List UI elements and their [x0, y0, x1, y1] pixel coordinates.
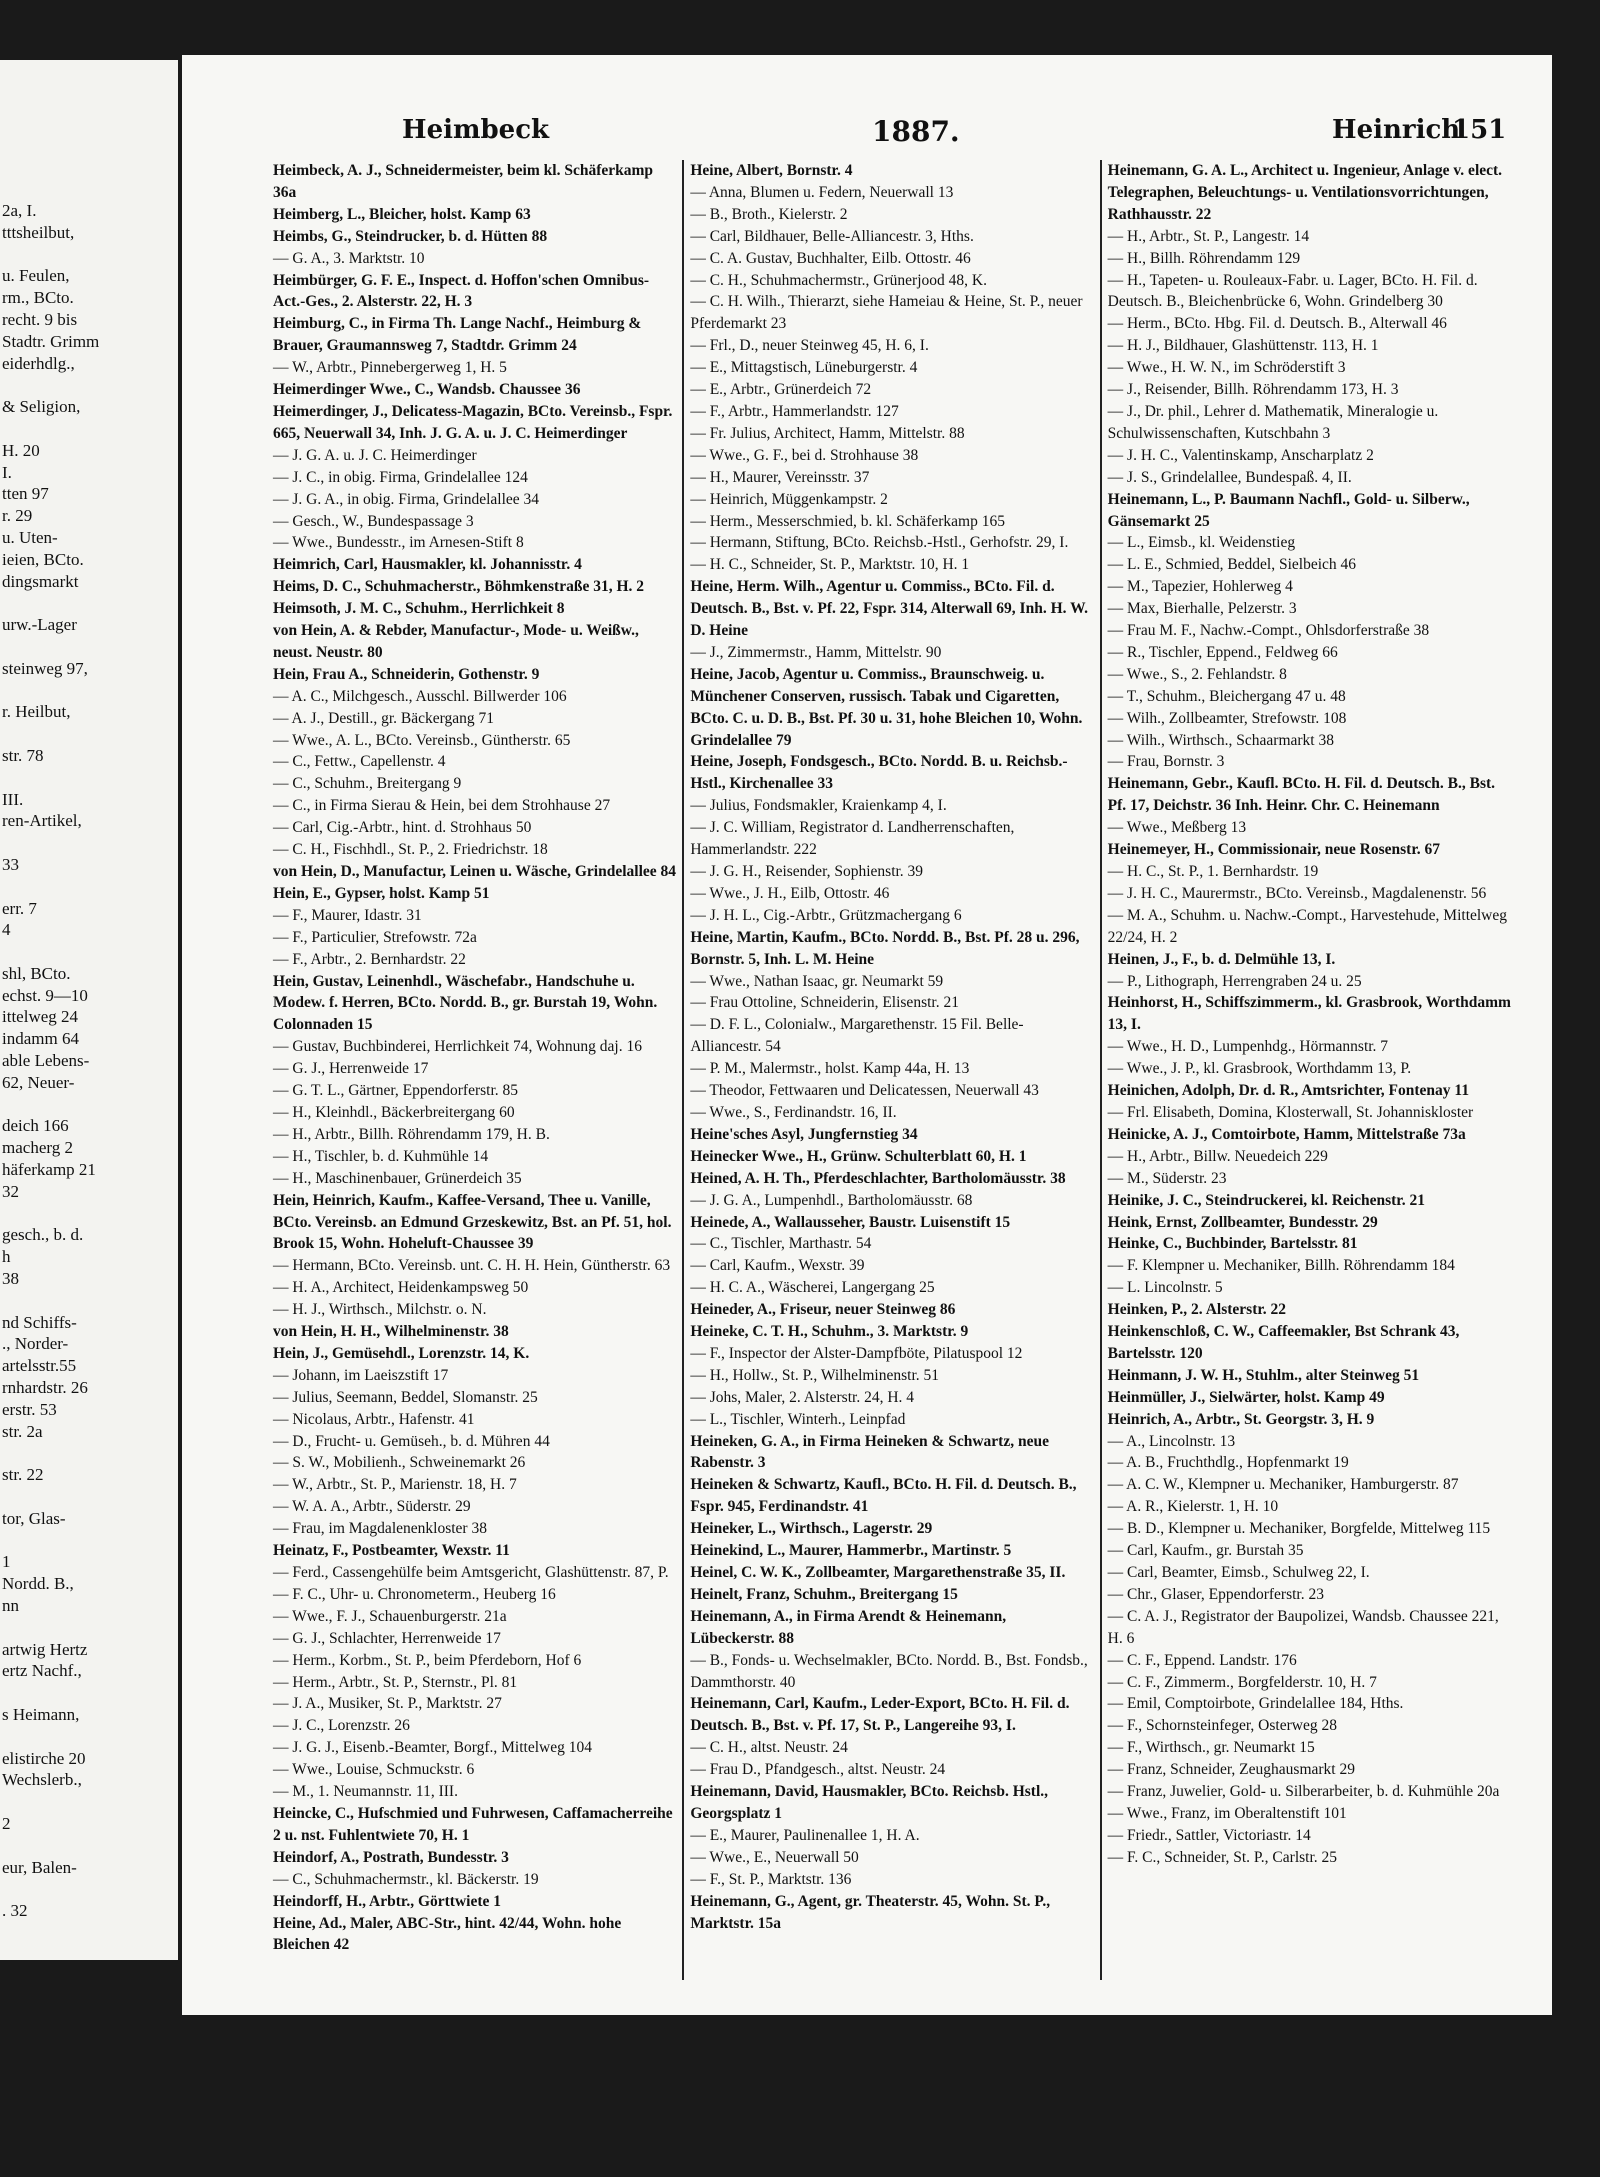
directory-entry: — Wilh., Wirthsch., Schaarmarkt 38: [1107, 731, 1334, 749]
directory-entry: Heimerdinger, J., Delicatess-Magazin, BCto. Vereinsb., Fspr. 665, Neuerwall 34, Inh. J. G. A. u. J. C. Heimerdinger: [273, 402, 673, 442]
left-fragment-line: [2, 1530, 178, 1552]
directory-entry: — Franz, Juwelier, Gold- u. Silberarbeiter, b. d. Kuhmühle 20a: [1107, 1783, 1500, 1801]
directory-entry: — H., Kleinhdl., Bäckerbreitergang 60: [273, 1103, 515, 1121]
left-fragment-line: 38: [2, 1269, 19, 1289]
header-last-name: Heinrich: [1332, 115, 1461, 145]
left-fragment-line: urw.-Lager: [2, 615, 77, 635]
left-fragment-line: echst. 9—10: [2, 985, 88, 1005]
directory-entry: — H., Arbtr., Billh. Röhrendamm 179, H. B.: [273, 1125, 550, 1143]
directory-entry: Heimbs, G., Steindrucker, b. d. Hütten 88: [273, 227, 548, 245]
directory-entry: — J. A., Musiker, St. P., Marktstr. 27: [273, 1695, 502, 1713]
left-fragment-line: 32: [2, 1181, 19, 1201]
directory-entry: Heinemann, David, Hausmakler, BCto. Reichsb. Hstl., Georgsplatz 1: [690, 1783, 1049, 1822]
directory-entry: — A. J., Destill., gr. Bäckergang 71: [273, 709, 494, 727]
directory-entry: — Frl., D., neuer Steinweg 45, H. 6, I.: [690, 337, 929, 355]
directory-entry: Heinke, C., Buchbinder, Bartelsstr. 81: [1107, 1235, 1358, 1253]
left-fragment-line: 1: [2, 1552, 11, 1572]
directory-entry: — Frau M. F., Nachw.-Compt., Ohlsdorferstraße 38: [1107, 622, 1430, 640]
directory-entry: Heineken & Schwartz, Kaufl., BCto. H. Fil. d. Deutsch. B., Fspr. 945, Ferdinandstr. 41: [690, 1476, 1077, 1516]
directory-entry: — F., Schornsteinfeger, Osterweg 28: [1107, 1717, 1337, 1735]
directory-entry: — Wwe., Nathan Isaac, gr. Neumarkt 59: [690, 972, 944, 990]
directory-entry: Hein, Frau A., Schneiderin, Gothenstr. 9: [273, 665, 540, 683]
directory-entry: Heinecker Wwe., H., Grünw. Schulterblatt 60, H. 1: [690, 1147, 1027, 1165]
directory-entry: — H., Arbtr., Billw. Neuedeich 229: [1107, 1147, 1328, 1165]
directory-entry: — Gustav, Buchbinderei, Herrlichkeit 74, Wohnung daj. 16: [273, 1038, 642, 1056]
directory-entry: — S. W., Mobilienh., Schweinemarkt 26: [273, 1454, 526, 1472]
left-fragment-line: deich 166: [2, 1116, 69, 1136]
directory-entry: — C. A. J., Registrator der Baupolizei, Wandsb. Chaussee 221, H. 6: [1107, 1607, 1499, 1647]
directory-entry: — M., Süderstr. 23: [1107, 1169, 1227, 1187]
left-fragment-line: [2, 1442, 178, 1464]
directory-entry: — M., Tapezier, Hohlerweg 4: [1107, 578, 1293, 596]
directory-entry: — J., Dr. phil., Lehrer d. Mathematik, Mineralogie u. Schulwissenschaften, Kutschbahn 3: [1107, 402, 1439, 442]
directory-entry: — Heinrich, Müggenkampstr. 2: [690, 490, 888, 508]
left-fragment-line: [2, 723, 178, 745]
directory-entry: Heinel, C. W. K., Zollbeamter, Margarethenstraße 35, II.: [690, 1564, 1066, 1581]
left-fragment-line: [2, 1094, 178, 1116]
directory-entry: — Gesch., W., Bundespassage 3: [273, 512, 474, 530]
directory-entry: — E., Arbtr., Grünerdeich 72: [690, 381, 872, 399]
directory-entry: Heimberg, L., Bleicher, holst. Kamp 63: [273, 205, 531, 223]
directory-entry: — F., St. P., Marktstr. 136: [690, 1870, 852, 1888]
directory-entry: — C. F., Zimmerm., Borgfelderstr. 10, H. 7: [1107, 1673, 1377, 1691]
directory-entry: — C. F., Eppend. Landstr. 176: [1107, 1651, 1297, 1669]
directory-entry: — F., Maurer, Idastr. 31: [273, 906, 422, 924]
directory-entry: — F. C., Schneider, St. P., Carlstr. 25: [1107, 1848, 1338, 1866]
directory-entry: — H., Arbtr., St. P., Langestr. 14: [1107, 227, 1310, 245]
left-fragment-line: shl, BCto.: [2, 963, 71, 983]
directory-entry: — L., Eimsb., kl. Weidenstieg: [1107, 534, 1296, 552]
left-fragment-line: u. Uten-: [2, 527, 58, 547]
directory-entry: — F., Wirthsch., gr. Neumarkt 15: [1107, 1739, 1315, 1757]
left-fragment-line: [2, 1617, 178, 1639]
directory-entry: — Julius, Fondsmakler, Kraienkamp 4, I.: [690, 797, 947, 815]
left-fragment-line: [2, 876, 178, 898]
left-fragment-line: [2, 244, 178, 266]
left-fragment-line: 2: [2, 1813, 11, 1833]
left-fragment-line: err. 7: [2, 898, 37, 918]
directory-entry: — Carl, Beamter, Eimsb., Schulweg 22, I.: [1107, 1564, 1370, 1581]
directory-entry: — Wwe., E., Neuerwall 50: [690, 1848, 859, 1866]
directory-entry: Heinemann, G. A. L., Architect u. Ingenieur, Anlage v. elect. Telegraphen, Beleuchtungs- u. Ventilationsvorrichtungen, Rathhausstr. 22: [1107, 162, 1503, 223]
directory-entry: Heinemann, G., Agent, gr. Theaterstr. 45, Wohn. St. P., Marktstr. 15a: [690, 1892, 1051, 1932]
directory-entry: — G. J., Herrenweide 17: [273, 1060, 429, 1078]
directory-entry: Heinede, A., Wallausseher, Baustr. Luisenstift 15: [690, 1213, 1011, 1231]
left-fragment-line: [2, 1835, 178, 1857]
directory-entry: — W., Arbtr., St. P., Marienstr. 18, H. 7: [273, 1476, 517, 1494]
directory-entry: — Max, Bierhalle, Pelzerstr. 3: [1107, 600, 1297, 618]
directory-entry: — H., Hollw., St. P., Wilhelminenstr. 51: [690, 1366, 940, 1384]
left-fragment-line: [2, 1726, 178, 1748]
directory-entry: Heinemann, Carl, Kaufm., Leder-Export, BCto. H. Fil. d. Deutsch. B., Bst. v. Pf. 17, St. P., Langereihe 93, I.: [690, 1695, 1070, 1735]
directory-entry: — Wwe., H. D., Lumpenhdg., Hörmannstr. 7: [1107, 1038, 1389, 1056]
directory-entry: — W., Arbtr., Pinnebergerweg 1, H. 5: [273, 359, 507, 377]
left-fragment-line: ., Norder-: [2, 1334, 69, 1354]
directory-entry: Heindorff, H., Arbtr., Görttwiete 1: [273, 1892, 502, 1910]
left-fragment-line: ieien, BCto.: [2, 549, 84, 569]
directory-entry: — C., in Firma Sierau & Hein, bei dem Strohhause 27: [273, 797, 611, 815]
left-fragment-line: macherg 2: [2, 1138, 73, 1158]
directory-entry: — Fr. Julius, Architect, Hamm, Mittelstr. 88: [690, 424, 965, 442]
directory-entry: — Wwe., Bundesstr., im Arnesen-Stift 8: [273, 534, 524, 552]
directory-entry: — Carl, Cig.-Arbtr., hint. d. Strohhaus 50: [273, 819, 532, 837]
directory-entry: — J. G. J., Eisenb.-Beamter, Borgf., Mittelweg 104: [273, 1739, 592, 1757]
directory-entry: Heine, Albert, Bornstr. 4: [690, 162, 853, 179]
directory-entry: — Herm., BCto. Hbg. Fil. d. Deutsch. B., Alterwall 46: [1107, 315, 1447, 333]
directory-entry: von Hein, A. & Rebder, Manufactur-, Mode- u. Weißw., neust. Neustr. 80: [273, 622, 639, 661]
directory-entry: — Johs, Maler, 2. Alsterstr. 24, H. 4: [690, 1388, 915, 1406]
left-fragment-line: artwig Hertz: [2, 1639, 88, 1659]
left-fragment-line: [2, 636, 178, 658]
directory-entry: — J. S., Grindelallee, Bundespaß. 4, II.: [1107, 468, 1352, 486]
directory-entry: — F., Arbtr., Hammerlandstr. 127: [690, 402, 899, 420]
directory-entry: — C., Schuhm., Breitergang 9: [273, 775, 462, 793]
page-number: 151: [1452, 115, 1507, 145]
left-fragment-line: ertz Nachf.,: [2, 1661, 82, 1681]
left-fragment-line: elistirche 20: [2, 1748, 86, 1768]
directory-page: [182, 55, 1552, 2015]
directory-entry: — J. H. C., Maurermstr., BCto. Vereinsb., Magdalenenstr. 56: [1107, 884, 1487, 902]
left-fragment-line: tttsheilbut,: [2, 222, 75, 242]
directory-entry: Heinatz, F., Postbeamter, Wexstr. 11: [273, 1542, 510, 1560]
left-fragment-line: nd Schiffs-: [2, 1312, 77, 1332]
directory-entry: — Julius, Seemann, Beddel, Slomanstr. 25: [273, 1388, 538, 1406]
left-fragment-line: I.: [2, 462, 12, 482]
directory-entry: Heine, Jacob, Agentur u. Commiss., Braunschweig. u. Münchener Conserven, russisch. Tabak und Cigaretten, BCto. C. u. D. B., Bst. Pf. 30 u. 31, hohe Bleichen 10, Wohn. Grindelallee 79: [690, 665, 1083, 749]
directory-entry: — L., Tischler, Winterh., Leinpfad: [690, 1410, 906, 1428]
directory-entry: Heimerdinger Wwe., C., Wandsb. Chaussee 36: [273, 381, 581, 399]
directory-entry: — Wwe., J. H., Eilb, Ottostr. 46: [690, 884, 890, 902]
directory-entry: — Wwe., Franz, im Oberaltenstift 101: [1107, 1804, 1347, 1822]
directory-entry: — M., 1. Neumannstr. 11, III.: [273, 1783, 458, 1801]
directory-entry: von Hein, D., Manufactur, Leinen u. Wäsche, Grindelallee 84: [273, 863, 677, 880]
directory-entry: — J. C., Lorenzstr. 26: [273, 1717, 410, 1735]
directory-entry: — D. F. L., Colonialw., Margarethenstr. 15 Fil. Belle-Alliancestr. 54: [690, 1016, 1024, 1056]
directory-entry: — Herm., Korbm., St. P., beim Pferdeborn, Hof 6: [273, 1651, 582, 1669]
column-2: [682, 160, 1099, 1980]
directory-entry: Heineke, C. T. H., Schuhm., 3. Marktstr. 9: [690, 1323, 969, 1341]
directory-entry: — A. B., Fruchthdlg., Hopfenmarkt 19: [1107, 1454, 1349, 1472]
directory-entry: — M. A., Schuhm. u. Nachw.-Compt., Harvestehude, Mittelweg 22/24, H. 2: [1107, 906, 1508, 946]
directory-entry: — H. C., Schneider, St. P., Marktstr. 10, H. 1: [690, 556, 970, 574]
left-fragment-line: gesch., b. d.: [2, 1225, 84, 1245]
directory-entry: — H., Billh. Röhrendamm 129: [1107, 249, 1301, 267]
directory-entry: — E., Maurer, Paulinenallee 1, H. A.: [690, 1826, 920, 1844]
directory-entry: — H. C., St. P., 1. Bernhardstr. 19: [1107, 863, 1319, 880]
directory-entry: — C. H. Wilh., Thierarzt, siehe Hameiau & Heine, St. P., neuer Pferdemarkt 23: [690, 293, 1083, 333]
directory-entry: — W. A. A., Arbtr., Süderstr. 29: [273, 1498, 471, 1516]
directory-entry: — Franz, Schneider, Zeughausmarkt 29: [1107, 1761, 1355, 1779]
directory-entry: Heinemann, Gebr., Kaufl. BCto. H. Fil. d. Deutsch. B., Bst. Pf. 17, Deichstr. 36 Inh. Heinr. Chr. C. Heinemann: [1107, 775, 1496, 815]
left-fragment-line: [2, 1486, 178, 1508]
column-1: [267, 160, 682, 1980]
left-fragment-line: [2, 767, 178, 789]
left-fragment-line: [2, 1290, 178, 1312]
directory-entry: — Frau D., Pfandgesch., altst. Neustr. 24: [690, 1761, 946, 1779]
left-fragment-line: [2, 418, 178, 440]
left-fragment-line: ittelweg 24: [2, 1007, 79, 1027]
directory-entry: Heineder, A., Friseur, neuer Steinweg 86: [690, 1301, 956, 1319]
directory-entry: — J. G. A., Lumpenhdl., Bartholomäusstr. 68: [690, 1191, 973, 1209]
directory-entry: — J. C. William, Registrator d. Landherrenschaften, Hammerlandstr. 222: [690, 819, 1015, 859]
directory-entry: — Frl. Elisabeth, Domina, Klosterwall, St. Johanniskloster: [1107, 1103, 1474, 1121]
directory-entry: — Wwe., J. P., kl. Grasbrook, Worthdamm 13, P.: [1107, 1060, 1412, 1078]
directory-entry: — L. Lincolnstr. 5: [1107, 1279, 1223, 1297]
left-fragment-line: str. 22: [2, 1465, 44, 1485]
directory-entry: Heindorf, A., Postrath, Bundesstr. 3: [273, 1848, 509, 1866]
directory-entry: — C. H., Fischhdl., St. P., 2. Friedrichstr. 18: [273, 841, 548, 859]
directory-entry: — Anna, Blumen u. Federn, Neuerwall 13: [690, 183, 954, 201]
directory-entry: — F., Arbtr., 2. Bernhardstr. 22: [273, 950, 466, 968]
left-fragment-line: Wechslerb.,: [2, 1770, 82, 1790]
directory-entry: — P., Lithograph, Herrengraben 24 u. 25: [1107, 972, 1362, 990]
directory-columns: [267, 160, 1517, 1980]
directory-entry: — H., Tischler, b. d. Kuhmühle 14: [273, 1147, 489, 1165]
directory-entry: — Frau, im Magdalenenkloster 38: [273, 1520, 487, 1538]
directory-entry: — Chr., Glaser, Eppendorferstr. 23: [1107, 1585, 1324, 1603]
directory-entry: — H., Maschinenbauer, Grünerdeich 35: [273, 1169, 522, 1187]
directory-entry: — J. C., in obig. Firma, Grindelallee 124: [273, 468, 528, 486]
left-fragment-line: r. 29: [2, 506, 33, 526]
directory-entry: — J. G. H., Reisender, Sophienstr. 39: [690, 863, 924, 880]
directory-entry: Heined, A. H. Th., Pferdeschlachter, Bartholomäusstr. 38: [690, 1169, 1066, 1187]
directory-entry: — Wwe., H. W. N., im Schröderstift 3: [1107, 359, 1346, 377]
left-fragment-line: Stadtr. Grimm: [2, 331, 100, 351]
directory-entry: — Wwe., Meßberg 13: [1107, 819, 1247, 837]
directory-entry: — Carl, Bildhauer, Belle-Alliancestr. 3, Hths.: [690, 227, 974, 245]
directory-entry: — C. A. Gustav, Buchhalter, Eilb. Ottostr. 46: [690, 249, 971, 267]
left-fragment-line: III.: [2, 789, 24, 809]
directory-entry: Heinken, P., 2. Alsterstr. 22: [1107, 1301, 1287, 1319]
directory-entry: Heine'sches Asyl, Jungfernstieg 34: [690, 1125, 918, 1143]
directory-entry: Heinike, J. C., Steindruckerei, kl. Reichenstr. 21: [1107, 1191, 1425, 1209]
left-fragment-line: [2, 1203, 178, 1225]
directory-entry: Heims, D. C., Schuhmacherstr., Böhmkenstraße 31, H. 2: [273, 578, 645, 596]
directory-entry: Heinichen, Adolph, Dr. d. R., Amtsrichter, Fontenay 11: [1107, 1082, 1470, 1100]
directory-entry: Heinemann, A., in Firma Arendt & Heinemann, Lübeckerstr. 88: [690, 1607, 1007, 1647]
directory-entry: — J. G. A., in obig. Firma, Grindelallee 34: [273, 490, 540, 508]
left-fragment-line: s Heimann,: [2, 1704, 80, 1724]
directory-entry: — H. J., Bildhauer, Glashüttenstr. 113, H. 1: [1107, 337, 1379, 355]
directory-entry: — G. A., 3. Marktstr. 10: [273, 249, 425, 267]
directory-entry: — H. C. A., Wäscherei, Langergang 25: [690, 1279, 935, 1297]
header-year: 1887.: [872, 115, 960, 148]
left-fragment-line: [2, 680, 178, 702]
directory-entry: — Hermann, Stiftung, BCto. Reichsb.-Hstl., Gerhofstr. 29, I.: [690, 534, 1069, 552]
directory-entry: — H. J., Wirthsch., Milchstr. o. N.: [273, 1301, 487, 1319]
directory-entry: Hein, J., Gemüsehdl., Lorenzstr. 14, K.: [273, 1344, 530, 1362]
directory-entry: — C. H., Schuhmachermstr., Grünerjood 48, K.: [690, 271, 987, 289]
left-fragment-line: H. 20: [2, 440, 40, 460]
directory-entry: — G. J., Schlachter, Herrenweide 17: [273, 1629, 501, 1647]
directory-entry: Hein, Heinrich, Kaufm., Kaffee-Versand, Thee u. Vanille, BCto. Vereinsb. an Edmund Grzeskewitz, Bst. an Pf. 51, hol. Brook 15, Wohn. Hoheluft-Chaussee 39: [273, 1191, 672, 1253]
directory-entry: — Emil, Comptoirbote, Grindelallee 184, Hths.: [1107, 1695, 1404, 1713]
directory-entry: — R., Tischler, Eppend., Feldweg 66: [1107, 643, 1338, 661]
left-fragment-line: steinweg 97,: [2, 658, 88, 678]
directory-entry: — C., Fettw., Capellenstr. 4: [273, 753, 446, 771]
directory-entry: — C., Schuhmachermstr., kl. Bäckerstr. 19: [273, 1870, 539, 1888]
left-page-text: [0, 60, 178, 1922]
left-fragment-line: erstr. 53: [2, 1399, 57, 1419]
left-fragment-line: [2, 941, 178, 963]
directory-entry: Heimsoth, J. M. C., Schuhm., Herrlichkeit 8: [273, 600, 565, 618]
left-fragment-line: rm., BCto.: [2, 288, 74, 308]
directory-entry: — B., Fonds- u. Wechselmakler, BCto. Nordd. B., Bst. Fondsb., Dammthorstr. 40: [690, 1651, 1088, 1691]
left-fragment-line: [2, 1682, 178, 1704]
left-fragment-line: rnhardstr. 26: [2, 1378, 88, 1398]
directory-entry: Hein, E., Gypser, holst. Kamp 51: [273, 884, 490, 902]
directory-entry: — Friedr., Sattler, Victoriastr. 14: [1107, 1826, 1311, 1844]
directory-entry: Heinrich, A., Arbtr., St. Georgstr. 3, H. 9: [1107, 1410, 1375, 1428]
directory-entry: Heimrich, Carl, Hausmakler, kl. Johannisstr. 4: [273, 556, 582, 574]
directory-entry: Heimbeck, A. J., Schneidermeister, beim kl. Schäferkamp 36a: [273, 162, 654, 201]
left-fragment-line: able Lebens-: [2, 1051, 90, 1071]
directory-entry: — E., Mittagstisch, Lüneburgerstr. 4: [690, 359, 918, 377]
directory-entry: Heine, Ad., Maler, ABC-Str., hint. 42/44, Wohn. hohe Bleichen 42: [273, 1914, 622, 1954]
directory-entry: — H. A., Architect, Heidenkampsweg 50: [273, 1279, 529, 1297]
directory-entry: — Hermann, BCto. Vereinsb. unt. C. H. H. Hein, Güntherstr. 63: [273, 1257, 671, 1275]
header-first-name: Heimbeck: [402, 115, 550, 145]
directory-entry: — A. C. W., Klempner u. Mechaniker, Hamburgerstr. 87: [1107, 1476, 1459, 1494]
directory-entry: — Frau, Bornstr. 3: [1107, 753, 1225, 771]
directory-entry: — Wwe., Louise, Schmuckstr. 6: [273, 1761, 475, 1779]
left-fragment-line: str. 2a: [2, 1421, 43, 1441]
directory-entry: Heimbürger, G. F. E., Inspect. d. Hoffon'schen Omnibus-Act.-Ges., 2. Alsterstr. 22, H. 3: [273, 271, 650, 311]
left-fragment-line: dingsmarkt: [2, 571, 79, 591]
left-fragment-line: [2, 374, 178, 396]
directory-entry: — Carl, Kaufm., Wexstr. 39: [690, 1257, 865, 1275]
directory-entry: Heimburg, C., in Firma Th. Lange Nachf., Heimburg & Brauer, Graumannsweg 7, Stadtdr. Grimm 24: [273, 315, 642, 355]
directory-entry: — Wwe., A. L., BCto. Vereinsb., Güntherstr. 65: [273, 731, 571, 749]
directory-entry: — A. C., Milchgesch., Ausschl. Billwerder 106: [273, 687, 567, 705]
left-fragment-line: häferkamp 21: [2, 1160, 96, 1180]
directory-entry: — A. R., Kielerstr. 1, H. 10: [1107, 1498, 1279, 1516]
directory-entry: Heinmann, J. W. H., Stuhlm., alter Steinweg 51: [1107, 1366, 1420, 1384]
directory-entry: — C. H., altst. Neustr. 24: [690, 1739, 848, 1757]
directory-entry: — Wwe., S., 2. Fehlandstr. 8: [1107, 665, 1287, 683]
directory-entry: Heinicke, A. J., Comtoirbote, Hamm, Mittelstraße 73a: [1107, 1125, 1466, 1143]
directory-entry: Heinmüller, J., Sielwärter, holst. Kamp 49: [1107, 1388, 1385, 1406]
directory-entry: — F. Klempner u. Mechaniker, Billh. Röhrendamm 184: [1107, 1257, 1455, 1275]
directory-entry: — J. G. A. u. J. C. Heimerdinger: [273, 446, 477, 464]
left-fragment-line: u. Feulen,: [2, 266, 70, 286]
directory-entry: — D., Frucht- u. Gemüseh., b. d. Mühren 44: [273, 1432, 550, 1450]
directory-entry: Heincke, C., Hufschmied und Fuhrwesen, Caffamacherreihe 2 u. nst. Fuhlentwiete 70, H. 1: [273, 1804, 673, 1844]
left-fragment-line: tor, Glas-: [2, 1508, 66, 1528]
left-fragment-line: nn: [2, 1596, 19, 1615]
directory-entry: — Frau Ottoline, Schneiderin, Elisenstr. 21: [690, 994, 959, 1012]
directory-entry: Heinen, J., F., b. d. Delmühle 13, I.: [1107, 950, 1336, 968]
directory-entry: — Carl, Kaufm., gr. Burstah 35: [1107, 1542, 1304, 1560]
directory-entry: — P. M., Malermstr., holst. Kamp 44a, H. 13: [690, 1060, 970, 1078]
left-page-fragment: [0, 60, 178, 1960]
left-fragment-line: recht. 9 bis: [2, 309, 78, 329]
directory-entry: — Wilh., Zollbeamter, Strefowstr. 108: [1107, 709, 1347, 727]
directory-entry: — L. E., Schmied, Beddel, Sielbeich 46: [1107, 556, 1357, 574]
directory-entry: Heinemeyer, H., Commissionair, neue Rosenstr. 67: [1107, 841, 1441, 859]
page-header: [272, 115, 1512, 155]
left-fragment-line: h: [2, 1247, 11, 1267]
left-fragment-line: 33: [2, 854, 19, 874]
directory-entry: — B., Broth., Kielerstr. 2: [690, 205, 848, 223]
left-fragment-line: indamm 64: [2, 1029, 79, 1049]
directory-entry: — Wwe., G. F., bei d. Strohhause 38: [690, 446, 919, 464]
directory-entry: Heink, Ernst, Zollbeamter, Bundesstr. 29: [1107, 1213, 1378, 1231]
directory-entry: — J., Reisender, Billh. Röhrendamm 173, H. 3: [1107, 381, 1399, 399]
directory-entry: — Theodor, Fettwaaren und Delicatessen, Neuerwall 43: [690, 1082, 1039, 1100]
left-fragment-line: ren-Artikel,: [2, 811, 82, 831]
left-fragment-line: str. 78: [2, 745, 44, 765]
directory-entry: — A., Lincolnstr. 13: [1107, 1432, 1236, 1450]
directory-entry: Heinhorst, H., Schiffszimmerm., kl. Grasbrook, Worthdamm 13, I.: [1107, 994, 1511, 1034]
directory-entry: — C., Tischler, Marthastr. 54: [690, 1235, 872, 1253]
directory-entry: — J. H. C., Valentinskamp, Anscharplatz 2: [1107, 446, 1374, 464]
directory-entry: Heineker, L., Wirthsch., Lagerstr. 29: [690, 1520, 933, 1538]
directory-entry: — J. H. L., Cig.-Arbtr., Grützmachergang 6: [690, 906, 962, 924]
left-fragment-line: artelsstr.55: [2, 1356, 77, 1376]
directory-entry: — B. D., Klempner u. Mechaniker, Borgfelde, Mittelweg 115: [1107, 1520, 1491, 1538]
left-fragment-line: [2, 1878, 178, 1900]
directory-entry: Heine, Martin, Kaufm., BCto. Nordd. B., Bst. Pf. 28 u. 296, Bornstr. 5, Inh. L. M. Heine: [690, 928, 1080, 968]
left-fragment-line: r. Heilbut,: [2, 702, 71, 722]
directory-entry: Heinelt, Franz, Schuhm., Breitergang 15: [690, 1585, 958, 1603]
left-fragment-line: eur, Balen-: [2, 1857, 77, 1877]
directory-entry: Hein, Gustav, Leinenhdl., Wäschefabr., Handschuhe u. Modew. f. Herren, BCto. Nordd. B., gr. Burstah 19, Wohn. Colonnaden 15: [273, 972, 658, 1034]
directory-entry: — F., Inspector der Alster-Dampfböte, Pilatuspool 12: [690, 1344, 1023, 1362]
left-fragment-line: [2, 592, 178, 614]
directory-entry: — T., Schuhm., Bleichergang 47 u. 48: [1107, 687, 1346, 705]
directory-entry: — J., Zimmermstr., Hamm, Mittelstr. 90: [690, 643, 942, 661]
left-fragment-line: 4: [2, 920, 11, 940]
directory-entry: Heinemann, L., P. Baumann Nachfl., Gold- u. Silberw., Gänsemarkt 25: [1107, 490, 1470, 530]
directory-entry: — Wwe., F. J., Schauenburgerstr. 21a: [273, 1607, 507, 1625]
left-fragment-line: & Seligion,: [2, 397, 81, 417]
left-fragment-line: [2, 1791, 178, 1813]
directory-entry: — Wwe., S., Ferdinandstr. 16, II.: [690, 1103, 897, 1121]
directory-entry: Heinekind, L., Maurer, Hammerbr., Martinstr. 5: [690, 1542, 1012, 1560]
directory-entry: — Nicolaus, Arbtr., Hafenstr. 41: [273, 1410, 475, 1428]
left-fragment-line: [2, 832, 178, 854]
left-fragment-line: . 32: [2, 1901, 28, 1921]
directory-entry: — Herm., Messerschmied, b. kl. Schäferkamp 165: [690, 512, 1005, 530]
directory-entry: — Herm., Arbtr., St. P., Sternstr., Pl. 81: [273, 1673, 518, 1691]
directory-entry: — H., Tapeten- u. Rouleaux-Fabr. u. Lager, BCto. H. Fil. d. Deutsch. B., Bleichenbrücke 6, Wohn. Grindelberg 30: [1107, 271, 1478, 311]
left-fragment-line: eiderhdlg.,: [2, 353, 75, 373]
directory-entry: — H., Maurer, Vereinsstr. 37: [690, 468, 870, 486]
directory-entry: — F. C., Uhr- u. Chronometerm., Heuberg 16: [273, 1585, 556, 1603]
directory-entry: Heineken, G. A., in Firma Heineken & Schwartz, neue Rabenstr. 3: [690, 1432, 1049, 1472]
directory-entry: von Hein, H. H., Wilhelminenstr. 38: [273, 1323, 509, 1341]
directory-entry: — F., Particulier, Strefowstr. 72a: [273, 928, 477, 946]
left-fragment-line: 62, Neuer-: [2, 1072, 75, 1092]
directory-entry: — G. T. L., Gärtner, Eppendorferstr. 85: [273, 1082, 519, 1100]
directory-entry: Heine, Joseph, Fondsgesch., BCto. Nordd. B. u. Reichsb.-Hstl., Kirchenallee 33: [690, 753, 1068, 793]
column-3: [1100, 160, 1517, 1980]
left-fragment-line: tten 97: [2, 484, 49, 504]
left-fragment-line: 2a, I.: [2, 201, 37, 220]
directory-entry: — Johann, im Laeiszstift 17: [273, 1366, 449, 1384]
directory-entry: — Ferd., Cassengehülfe beim Amtsgericht, Glashüttenstr. 87, P.: [273, 1564, 669, 1581]
left-fragment-line: Nordd. B.,: [2, 1574, 74, 1594]
directory-entry: Heinkenschloß, C. W., Caffeemakler, Bst Schrank 43, Bartelsstr. 120: [1107, 1323, 1460, 1362]
directory-entry: Heine, Herm. Wilh., Agentur u. Commiss., BCto. Fil. d. Deutsch. B., Bst. v. Pf. 22, Fspr. 314, Alterwall 69, Inh. H. W. D. Heine: [690, 578, 1089, 640]
